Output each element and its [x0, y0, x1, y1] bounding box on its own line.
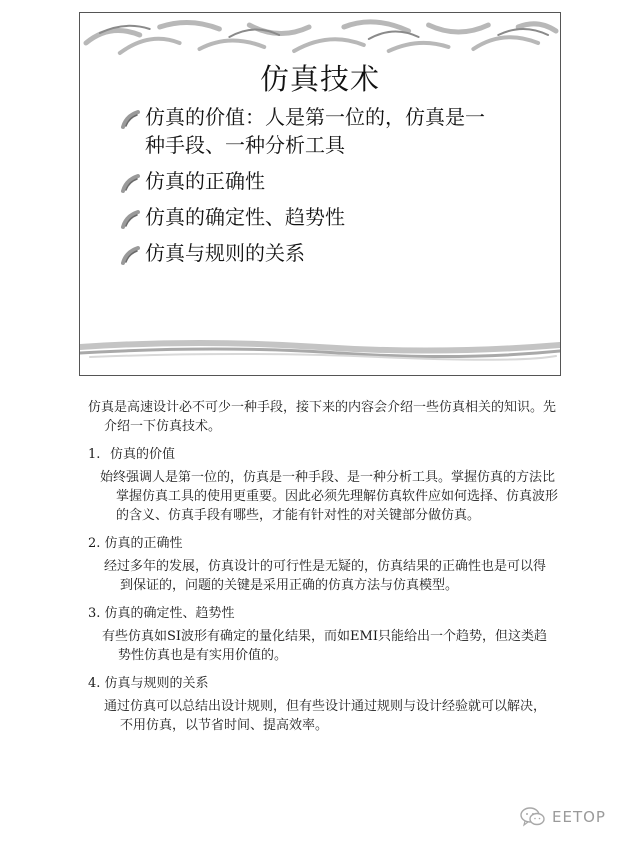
section-heading — [88, 604, 558, 623]
watermark-text: EETOP — [552, 808, 606, 826]
bullet-item — [120, 103, 540, 159]
section-body: 有些仿真如SI波形有确定的量化结果，而如EMI只能给出一个趋势，但这类趋势性仿真也是有实用价值的。 — [102, 629, 547, 663]
bullet-item — [120, 239, 540, 267]
notes-intro: 仿真是高速设计必不可少一种手段，接下来的内容会介绍一些仿真相关的知识。先介绍一下仿真技术。 — [88, 400, 557, 434]
bullet-text-line: 仿真与规则的关系 — [145, 241, 305, 265]
bullet-list — [120, 103, 540, 275]
section-number: 1. — [88, 447, 101, 462]
bullet-text-line: 仿真的价值：人是第一位的，仿真是一 — [145, 105, 485, 129]
section-number: 2. — [88, 536, 101, 551]
bullet-text-line: 仿真的确定性、趋势性 — [145, 205, 345, 229]
bullet-item — [120, 203, 540, 231]
section-heading — [88, 445, 558, 464]
watermark — [520, 806, 606, 828]
bullet-text-line: 种手段、一种分析工具 — [145, 133, 345, 157]
section-title: 仿真的正确性 — [104, 536, 183, 551]
brush-bullet-icon — [120, 109, 141, 130]
brush-stroke-top-band — [80, 13, 560, 61]
section-title: 仿真的价值 — [110, 447, 176, 462]
section-number: 3. — [88, 606, 101, 621]
section-body: 通过仿真可以总结出设计规则，但有些设计通过规则与设计经验就可以解决，不用仿真，以节省时间、提高效率。 — [104, 699, 547, 733]
notes — [88, 398, 558, 744]
brush-bullet-icon — [120, 209, 141, 230]
brush-stroke-bottom-band — [80, 335, 560, 365]
section-heading — [88, 674, 558, 693]
section-title: 仿真的确定性、趋势性 — [104, 606, 235, 621]
section-body: 经过多年的发展，仿真设计的可行性是无疑的，仿真结果的正确性也是可以得到保证的，问题的关键是采用正确的仿真方法与仿真模型。 — [104, 559, 547, 593]
brush-bullet-icon — [120, 173, 141, 194]
slide-title: 仿真技术 — [259, 62, 380, 96]
slide — [79, 12, 561, 376]
bullet-item — [120, 167, 540, 195]
brush-bullet-icon — [120, 245, 141, 266]
section-number: 4. — [88, 676, 101, 691]
wechat-icon — [520, 806, 546, 828]
section-title: 仿真与规则的关系 — [104, 676, 209, 691]
section-body: 始终强调人是第一位的，仿真是一种手段、是一种分析工具。掌握仿真的方法比掌握仿真工具的使用更重要。因此必须先理解仿真软件应如何选择、仿真波形的含义、仿真手段有哪些，才能有针对性的对关键部分做仿真。 — [100, 470, 559, 523]
bullet-text-line: 仿真的正确性 — [145, 169, 265, 193]
section-heading — [88, 534, 558, 553]
